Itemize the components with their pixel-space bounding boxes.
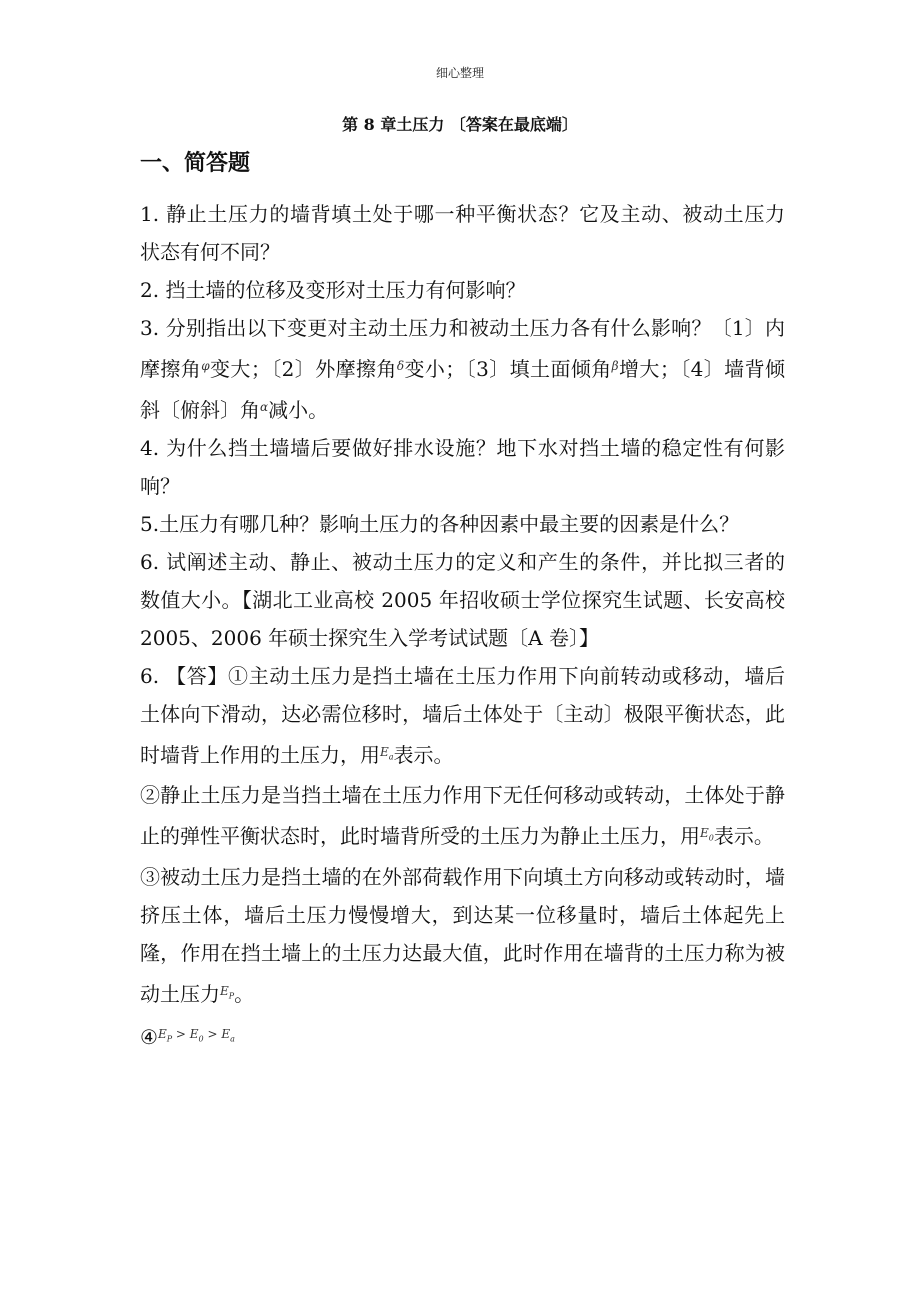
answer-6-part-2: [140, 776, 785, 857]
question-3-part-c: 变小；〔3〕填土面倾角: [404, 357, 612, 381]
question-3-part-e: 减小。: [268, 398, 329, 422]
question-1: 1. 静止土压力的墙背填土处于哪一种平衡状态？它及主动、被动土压力状态有何不同？: [140, 202, 785, 264]
rel-sub2: 0: [198, 1034, 204, 1044]
answer-6-text-3: ③被动土压力是挡土墙的在外部荷载作用下向填土方向移动或转动时，墙挤压土体，墙后土压力慢慢增大，到达某一位移量时，墙后土体起先上隆，作用在挡土墙上的土压力达最大值，此时作用在墙背的土压力称为被动土压力: [140, 864, 785, 1006]
answer-6-text-1-end: 表示。: [393, 743, 454, 767]
ep-symbol-sub: P: [228, 991, 235, 1001]
ea-symbol: [380, 745, 394, 762]
rel-gt1: > E: [172, 1027, 199, 1042]
rel-e1: E: [157, 1027, 167, 1042]
rel-sub3: a: [230, 1034, 235, 1044]
ep-symbol-base: E: [220, 983, 229, 998]
page-header: 细心整理: [435, 66, 484, 80]
answer-6-text-2-end: 表示。: [713, 824, 774, 849]
ep-symbol: [220, 983, 235, 1001]
question-6: 6. 试阐述主动、静止、被动土压力的定义和产生的条件，并比拟三者的数值大小。【湖北工业高校 2005 年招收硕士学位探究生试题、长安高校 2005、2006 年硕士探究生入学考试试题〔A 卷〕】: [140, 550, 785, 650]
beta-symbol: β: [611, 359, 619, 373]
question-5: 5.土压力有哪几种？影响土压力的各种因素中最主要的因素是什么？: [140, 512, 740, 536]
answer-6-part-3: [140, 858, 785, 1015]
rel-gt2: > E: [203, 1027, 231, 1042]
e0-symbol-sub: 0: [708, 833, 714, 843]
section-heading: 一、简答题: [140, 150, 251, 176]
rel-sub1: P: [166, 1034, 173, 1044]
question-3-part-b: 变大；〔2〕外摩擦角: [209, 357, 397, 381]
phi-symbol: φ: [201, 359, 210, 373]
chapter-title: 第 8 章土压力 〔答案在最底端〕: [342, 115, 578, 134]
alpha-symbol: α: [260, 400, 269, 414]
ea-symbol-base: E: [380, 745, 389, 759]
question-3-part-d: 增大；〔4〕墙背倾斜〔俯斜〕角: [140, 357, 785, 422]
answer-6-text-2: ②静止土压力是当挡土墙在土压力作用下无任何移动或转动，土体处于静止的弹性平衡状态时，此时墙背所受的土压力为静止土压力，用: [140, 783, 785, 849]
question-2: 2. 挡土墙的位移及变形对土压力有何影响？: [140, 278, 526, 302]
question-3-part-a: 3. 分别指出以下变更对主动土压力和被动土压力各有什么影响？〔1〕内摩擦角: [140, 316, 785, 381]
answer-6-part-4: [140, 1015, 785, 1058]
e0-symbol: [700, 826, 714, 843]
ea-symbol-sub: a: [388, 752, 394, 762]
answer-6-text-3-end: 。: [234, 981, 255, 1006]
answer-6-text-4: ④: [140, 1025, 158, 1050]
document-body: [140, 195, 785, 1059]
answer-6-part-1: [140, 657, 785, 776]
delta-symbol: δ: [396, 359, 405, 373]
question-3: [140, 309, 785, 429]
pressure-relation: [157, 1027, 235, 1044]
answer-6-text-1: 6. 【答】①主动土压力是挡土墙在土压力作用下向前转动或移动，墙后土体向下滑动，达必需位移时，墙后土体处于〔主动〕极限平衡状态，此时墙背上作用的土压力，用: [140, 664, 785, 767]
e0-symbol-base: E: [700, 826, 709, 841]
question-4: 4. 为什么挡土墙墙后要做好排水设施？地下水对挡土墙的稳定性有何影响？: [140, 436, 785, 498]
